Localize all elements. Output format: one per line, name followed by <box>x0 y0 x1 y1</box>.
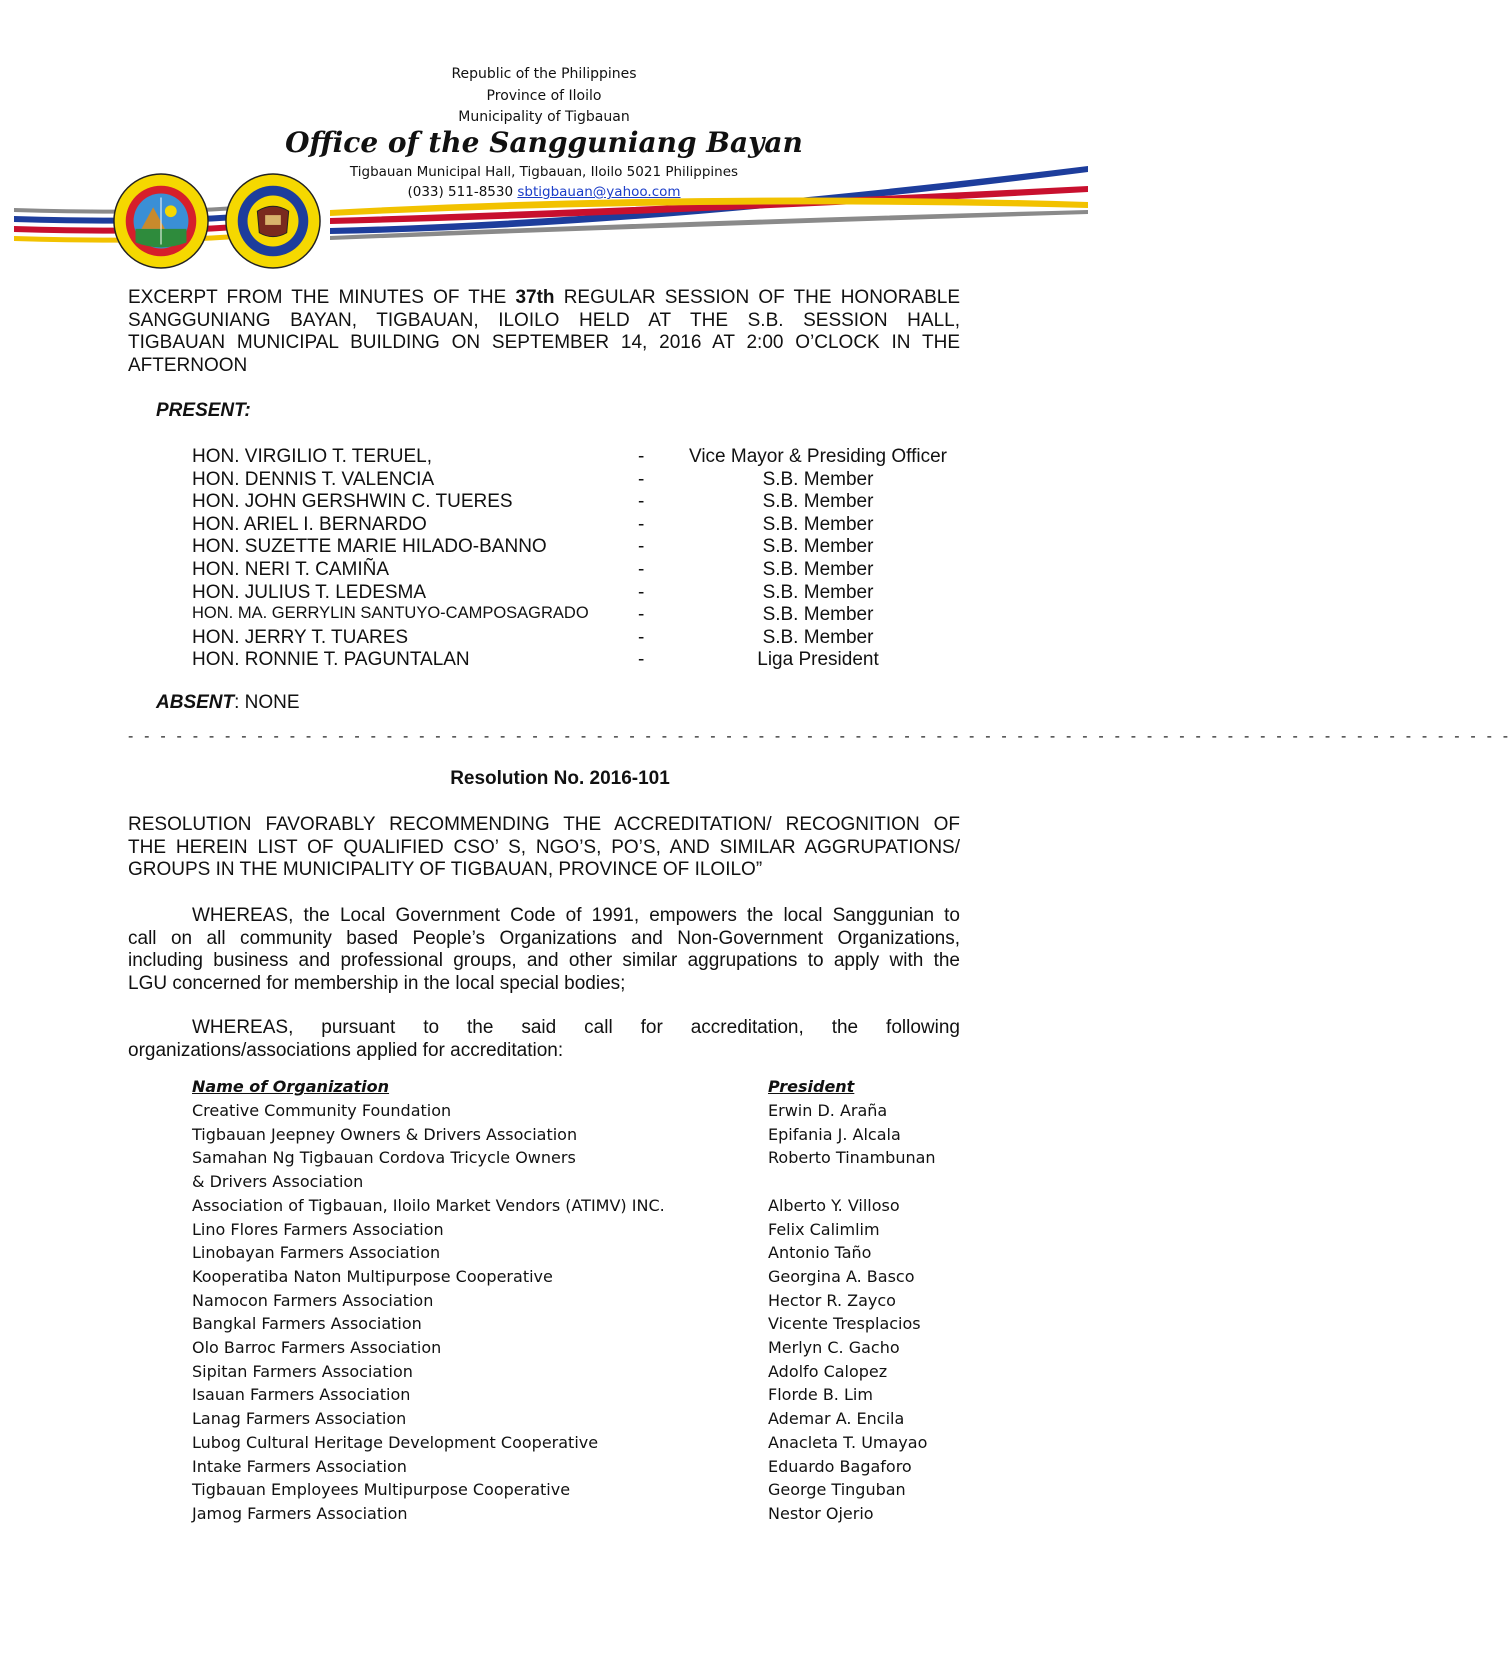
org-table-row <box>0 1338 1088 1361</box>
member-name: HON. NERI T. CAMIÑA <box>192 559 390 580</box>
republic-line: Republic of the Philippines <box>451 66 637 82</box>
org-table-row <box>0 1504 1088 1527</box>
excerpt-line-2: SANGGUNIANG BAYAN, TIGBAUAN, ILOILO HELD AT THE S.B. SESSION HALL, <box>128 309 960 331</box>
org-name: Kooperatiba Naton Multipurpose Cooperative <box>192 1266 553 1286</box>
whereas1-line-4: LGU concerned for membership in the local special bodies; <box>128 972 626 994</box>
member-name: HON. RONNIE T. PAGUNTALAN <box>192 649 470 671</box>
org-table-row <box>0 1385 1088 1408</box>
org-name: Tigbauan Employees Multipurpose Cooperative <box>192 1480 571 1500</box>
org-name: Sipitan Farmers Association <box>192 1361 413 1381</box>
org-name: Isauan Farmers Association <box>192 1385 411 1405</box>
org-table-row <box>0 1148 1088 1171</box>
org-name: Bangkal Farmers Association <box>192 1314 422 1334</box>
member-name: HON. DENNIS T. VALENCIA <box>192 468 435 490</box>
whereas1-line-1: WHEREAS, the Local Government Code of 1991, empowers the local Sanggunian to <box>192 905 960 926</box>
org-president: Anacleta T. Umayao <box>768 1432 928 1452</box>
member-dash: - <box>638 468 645 490</box>
org-name: Namocon Farmers Association <box>192 1290 434 1310</box>
org-name: Lino Flores Farmers Association <box>192 1219 444 1239</box>
org-president: Epifania J. Alcala <box>768 1124 901 1144</box>
member-position: Liga President <box>757 649 879 671</box>
member-row <box>0 627 1088 649</box>
org-president: Eduardo Bagaforo <box>768 1456 912 1476</box>
member-name: HON. JERRY T. TUARES <box>192 626 409 648</box>
org-table-row <box>0 1243 1088 1266</box>
whereas-paragraph-1 <box>128 905 960 995</box>
member-position: S.B. Member <box>762 626 874 648</box>
member-position: S.B. Member <box>762 491 874 513</box>
org-table-row <box>0 1172 1088 1195</box>
member-position: S.B. Member <box>762 513 874 535</box>
member-row <box>0 649 1088 671</box>
member-row <box>0 514 1088 536</box>
member-dash: - <box>638 536 645 558</box>
letterhead <box>0 0 1088 260</box>
org-president: George Tinguban <box>768 1480 906 1500</box>
member-name: HON. JOHN GERSHWIN C. TUERES <box>192 491 513 513</box>
email-link[interactable]: sbtigbauan@yahoo.com <box>517 184 681 200</box>
org-name: Olo Barroc Farmers Association <box>192 1338 442 1357</box>
member-position: S.B. Member <box>762 468 874 490</box>
org-name: Linobayan Farmers Association <box>192 1243 441 1263</box>
present-label: PRESENT: <box>156 400 251 421</box>
member-row <box>0 536 1088 558</box>
member-name: HON. SUZETTE MARIE HILADO-BANNO <box>192 536 547 558</box>
org-president: Alberto Y. Villoso <box>768 1195 900 1215</box>
org-table-row <box>0 1409 1088 1432</box>
whereas-paragraph-2 <box>128 1017 960 1062</box>
member-dash: - <box>638 604 645 626</box>
resolution-title <box>128 814 960 882</box>
org-name: Creative Community Foundation <box>192 1101 452 1120</box>
member-row <box>0 446 1088 468</box>
member-dash: - <box>638 559 645 580</box>
address-line: Tigbauan Municipal Hall, Tigbauan, Iloilo 5021 Philippines <box>349 164 739 180</box>
member-name: HON. VIRGILIO T. TERUEL, <box>192 446 433 467</box>
org-president: Adolfo Calopez <box>768 1361 888 1381</box>
org-table-row <box>0 1480 1088 1503</box>
org-name: Lubog Cultural Heritage Development Cooperative <box>192 1432 599 1452</box>
province-line: Province of Iloilo <box>486 88 602 104</box>
member-position: Vice Mayor & Presiding Officer <box>688 446 947 467</box>
whereas1-line-2: call on all community based People’s Organizations and Non-Government Organizations, <box>128 927 960 949</box>
org-president: Antonio Taño <box>768 1243 872 1263</box>
org-table-row <box>0 1196 1088 1219</box>
org-table-row <box>0 1291 1088 1314</box>
org-table-row <box>0 1362 1088 1385</box>
org-president: Roberto Tinambunan <box>768 1148 936 1168</box>
org-name: Intake Farmers Association <box>192 1456 407 1476</box>
member-dash: - <box>638 649 645 671</box>
member-position: S.B. Member <box>762 536 874 558</box>
org-president: Georgina A. Basco <box>768 1266 915 1286</box>
org-table-row <box>0 1457 1088 1480</box>
member-name: HON. MA. GERRYLIN SANTUYO-CAMPOSAGRADO <box>192 604 589 623</box>
whereas2-line-2: organizations/associations applied for accreditation: <box>128 1039 564 1061</box>
org-table-header <box>0 1077 1088 1100</box>
org-table-row <box>0 1267 1088 1290</box>
member-dash: - <box>638 513 645 535</box>
org-table-row <box>0 1314 1088 1337</box>
org-name: Jamog Farmers Association <box>192 1503 408 1523</box>
whereas1-line-3: including business and professional groups, and other similar aggrupations to apply with the <box>128 950 960 971</box>
member-row <box>0 604 1088 626</box>
absent-label: ABSENT <box>156 692 235 713</box>
member-dash: - <box>638 491 645 513</box>
resolution-title-line-2: THE HEREIN LIST OF QUALIFIED CSO’ S, NGO’S, PO’S, AND SIMILAR AGGRUPATIONS/ <box>128 836 960 858</box>
org-name: Samahan Ng Tigbauan Cordova Tricycle Owners <box>192 1148 576 1168</box>
org-table-row <box>0 1220 1088 1243</box>
office-title: Office of the Sangguniang Bayan <box>285 126 803 159</box>
org-name: & Drivers Association <box>192 1172 364 1192</box>
org-table-row <box>0 1125 1088 1148</box>
minutes-excerpt <box>128 287 960 377</box>
org-table-row <box>0 1433 1088 1456</box>
org-president: Florde B. Lim <box>768 1385 873 1405</box>
org-table-row <box>0 1101 1088 1124</box>
member-dash: - <box>638 446 645 467</box>
org-president: Hector R. Zayco <box>768 1290 896 1310</box>
member-dash: - <box>638 626 645 648</box>
org-president: Nestor Ojerio <box>768 1503 874 1523</box>
member-name: HON. JULIUS T. LEDESMA <box>192 581 427 603</box>
org-name: Association of Tigbauan, Iloilo Market Vendors (ATIMV) INC. <box>192 1195 665 1215</box>
org-president: Erwin D. Araña <box>768 1101 888 1120</box>
excerpt-line-4: AFTERNOON <box>128 354 248 376</box>
absent-line <box>156 692 300 715</box>
whereas2-line-1: WHEREAS, pursuant to the said call for accreditation, the following <box>192 1017 960 1038</box>
member-row <box>0 469 1088 491</box>
excerpt-line-3: TIGBAUAN MUNICIPAL BUILDING ON SEPTEMBER 14, 2016 AT 2:00 O’CLOCK IN THE <box>128 332 960 353</box>
org-president: Felix Calimlim <box>768 1219 880 1239</box>
org-president: Merlyn C. Gacho <box>768 1338 900 1357</box>
president-header: President <box>768 1077 855 1096</box>
org-name: Tigbauan Jeepney Owners & Drivers Association <box>192 1124 578 1144</box>
member-row <box>0 559 1088 581</box>
resolution-title-line-1: RESOLUTION FAVORABLY RECOMMENDING THE ACCREDITATION/ RECOGNITION OF <box>128 814 960 835</box>
org-name-header: Name of Organization <box>192 1077 390 1096</box>
org-president: Vicente Tresplacios <box>768 1314 921 1334</box>
member-name: HON. ARIEL I. BERNARDO <box>192 513 427 535</box>
member-row <box>0 491 1088 513</box>
member-position: S.B. Member <box>762 559 874 580</box>
resolution-number: Resolution No. 2016-101 <box>450 768 670 789</box>
section-separator: - - - - - - - - - - - - - - - - - - - - - - - - - - - - - - - - - - - - - - - - - - - - - - - - - - - - - - - - - - - - - - - - - - - - - - - - - - - - - - - - - - - - - - <box>128 728 1511 745</box>
absent-value: : NONE <box>234 692 300 713</box>
municipality-line: Municipality of Tigbauan <box>458 109 630 125</box>
member-position: S.B. Member <box>762 604 874 626</box>
resolution-title-line-3: GROUPS IN THE MUNICIPALITY OF TIGBAUAN, PROVINCE OF ILOILO” <box>128 859 763 880</box>
session-number: 37th <box>515 287 555 308</box>
org-president: Ademar A. Encila <box>768 1409 905 1429</box>
org-name: Lanag Farmers Association <box>192 1409 407 1429</box>
excerpt-line-1: EXCERPT FROM THE MINUTES OF THE 37th REGULAR SESSION OF THE HONORABLE <box>128 287 960 308</box>
contact-line <box>0 184 1088 200</box>
member-position: S.B. Member <box>762 581 874 603</box>
phone-number: (033) 511-8530 <box>407 184 514 200</box>
member-dash: - <box>638 581 645 603</box>
member-row <box>0 582 1088 604</box>
